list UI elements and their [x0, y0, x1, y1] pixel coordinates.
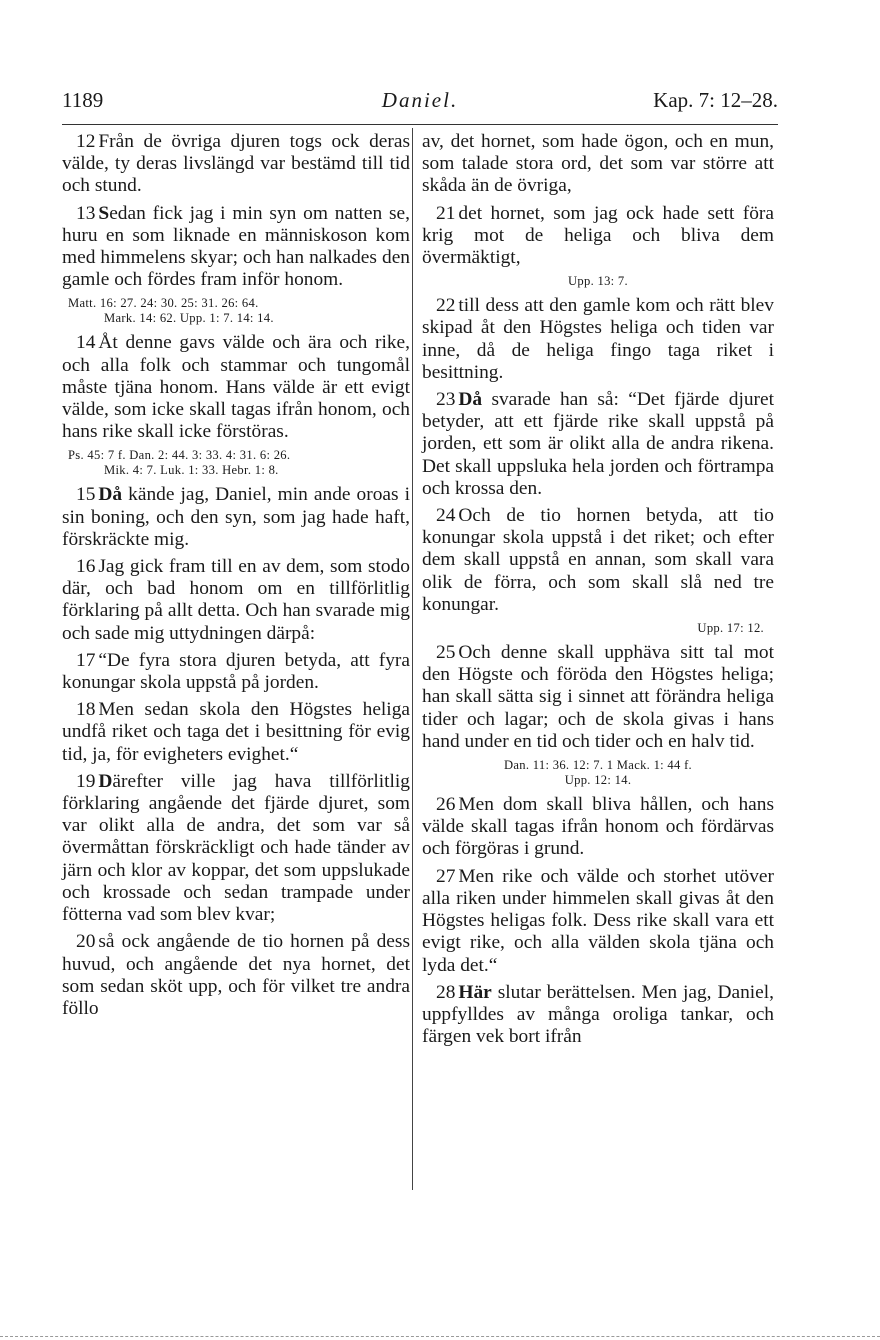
verse-lead-letter: S — [98, 202, 110, 224]
verse-number: 15 — [76, 484, 96, 506]
verse-19 — [62, 771, 410, 926]
verse-number: 14 — [76, 332, 96, 354]
verse-text: svarade han så: “Det fjärde djuret betyder, att ett fjärde rike skall uppstå på jorden, ett som är olikt alla de andra rikena. Det skall uppsluka hela jorden och förtrampa och krossa den. — [422, 389, 774, 499]
verse-text: Men dom skall bliva hållen, och hans välde skall tagas ifrån honom och fördärvas och förgöras i grund. — [422, 794, 774, 860]
verse-number: 17 — [76, 649, 96, 671]
verse-24 — [422, 505, 774, 616]
verse-lead-word: Då — [458, 389, 483, 411]
verse-lead-word: Här — [458, 981, 492, 1003]
verse-14 — [62, 332, 410, 443]
verse-text: så ock angående de tio hornen på dess huvud, och angående det nya hornet, det som sedan sköt upp, och för vilket tre andra föllo — [62, 931, 410, 1019]
verse-15 — [62, 484, 410, 551]
cross-reference — [422, 274, 774, 289]
column-divider — [412, 128, 413, 1190]
verse-number: 28 — [436, 981, 456, 1003]
verse-text: Men sedan skola den Högstes heliga undfå riket och taga det i besittning för evig tid, ja, för evigheters evighet.“ — [62, 699, 410, 765]
book-title: Daniel. — [381, 88, 459, 112]
verse-18 — [62, 699, 410, 766]
verse-17 — [62, 650, 410, 694]
running-header — [62, 88, 778, 120]
verse-text: av, det hornet, som hade ögon, och en mun, som talade stora ord, det som var större att skåda än de övriga, — [422, 131, 774, 197]
verse-text: “De fyra stora djuren betyda, att fyra konungar skola uppstå på jorden. — [62, 649, 410, 694]
verse-20-continued — [422, 131, 774, 198]
verse-lead-word: Då — [98, 484, 123, 506]
verse-number: 13 — [76, 202, 96, 224]
cross-reference — [62, 296, 410, 326]
cross-reference — [422, 758, 774, 788]
verse-number: 27 — [436, 865, 456, 887]
verse-26 — [422, 794, 774, 861]
cross-reference-line: Matt. 16: 27. 24: 30. 25: 31. 26: 64. — [68, 296, 259, 311]
verse-number: 26 — [436, 794, 456, 816]
verse-text: ärefter ville jag hava tillförlitlig förklaring angående det fjärde djuret, som var olikt alla de andra, det som var så övermåttan förskräckligt och hade tänder av järn och klor av koppar, det som uppslukade och krossade och sedan trampade under fötterna vad som blev kvar; — [62, 770, 410, 926]
verse-number: 23 — [436, 389, 456, 411]
verse-number: 16 — [76, 556, 96, 578]
verse-13 — [62, 203, 410, 292]
cross-reference-line: Mik. 4: 7. Luk. 1: 33. Hebr. 1: 8. — [104, 463, 279, 478]
cross-reference — [422, 621, 774, 636]
verse-text: Åt denne gavs välde och ära och rike, och alla folk och stammar och tungomål måste tjäna honom. Hans välde är ett evigt välde, som icke skall tagas ifrån honom, och hans rike skall icke förstöras. — [62, 332, 410, 443]
verse-text: Från de övriga djuren togs ock deras välde, ty deras livslängd var bestämd till tid och stund. — [62, 131, 410, 197]
cross-reference — [62, 448, 410, 478]
cross-reference-line: Dan. 11: 36. 12: 7. 1 Mack. 1: 44 f. — [503, 758, 693, 773]
verse-number: 22 — [436, 295, 456, 317]
verse-27 — [422, 866, 774, 977]
page-number: 1189 — [62, 88, 104, 112]
verse-21 — [422, 203, 774, 270]
verse-23 — [422, 389, 774, 500]
verse-28 — [422, 982, 774, 1049]
left-column — [62, 131, 410, 1025]
verse-text: till dess att den gamle kom och rätt blev skipad åt den Högstes heliga och tiden var inne, då de heliga fingo taga riket i besittning. — [422, 295, 774, 383]
cross-reference-line: Upp. 12: 14. — [564, 773, 632, 788]
verse-number: 24 — [436, 505, 456, 527]
right-column — [422, 131, 774, 1053]
verse-lead-letter: D — [98, 770, 113, 792]
verse-text: edan fick jag i min syn om natten se, huru en som liknade en människoson kom med himmelens skyar; och han nalkades den gamle och fördes fram inför honom. — [62, 202, 410, 291]
verse-12 — [62, 131, 410, 198]
cross-reference-line: Ps. 45: 7 f. Dan. 2: 44. 3: 33. 4: 31. 6: 26. — [68, 448, 291, 463]
verse-25 — [422, 642, 774, 753]
cross-reference-line: Mark. 14: 62. Upp. 1: 7. 14: 14. — [104, 311, 274, 326]
verse-text: Jag gick fram till en av dem, som stodo där, och bad honom om en tillförlitlig förklaring på allt detta. Och han svarade mig och sade mig uttydningen därpå: — [62, 556, 410, 644]
cross-reference-line: Upp. 17: 12. — [697, 621, 764, 636]
verse-text: Och denne skall upphäva sitt tal mot den Högste och föröda den Högstes heliga; han skall sätta sig i sinnet att förändra heliga tider och lagar; och de skola givas i hans hand under en tid och tider och en halv tid. — [422, 642, 774, 752]
verse-16 — [62, 556, 410, 645]
chapter-reference: Kap. 7: 12–28. — [653, 88, 778, 112]
verse-number: 21 — [436, 202, 456, 224]
verse-text: Men rike och välde och storhet utöver alla riken under himmelen skall givas åt den Högstes heligas folk. Dess rike skall vara ett evigt rike, och alla välden skola tjäna och lyda det.“ — [422, 865, 774, 976]
verse-number: 25 — [436, 642, 456, 664]
verse-text: slutar berättelsen. Men jag, Daniel, uppfylldes av många oroliga tankar, och färgen vek bort ifrån — [422, 981, 774, 1048]
verse-number: 18 — [76, 699, 96, 721]
verse-number: 19 — [76, 770, 96, 792]
cross-reference-line: Upp. 13: 7. — [568, 274, 628, 289]
verse-22 — [422, 295, 774, 384]
header-rule — [62, 124, 778, 125]
verse-text: Och de tio hornen betyda, att tio konungar skola uppstå i det riket; och efter dem skall uppstå en annan, som skall vara olik de förra, och som skall slå ned tre konungar. — [422, 505, 774, 615]
verse-20 — [62, 931, 410, 1020]
verse-text: det hornet, som jag ock hade sett föra krig mot de heliga och bliva dem övermäktigt, — [422, 202, 774, 269]
scan-edge-line — [0, 1336, 880, 1337]
verse-number: 12 — [76, 131, 96, 152]
verse-number: 20 — [76, 931, 96, 953]
verse-text: kände jag, Daniel, min ande oroas i sin boning, och den syn, som jag hade haft, förskräckte mig. — [62, 484, 410, 550]
